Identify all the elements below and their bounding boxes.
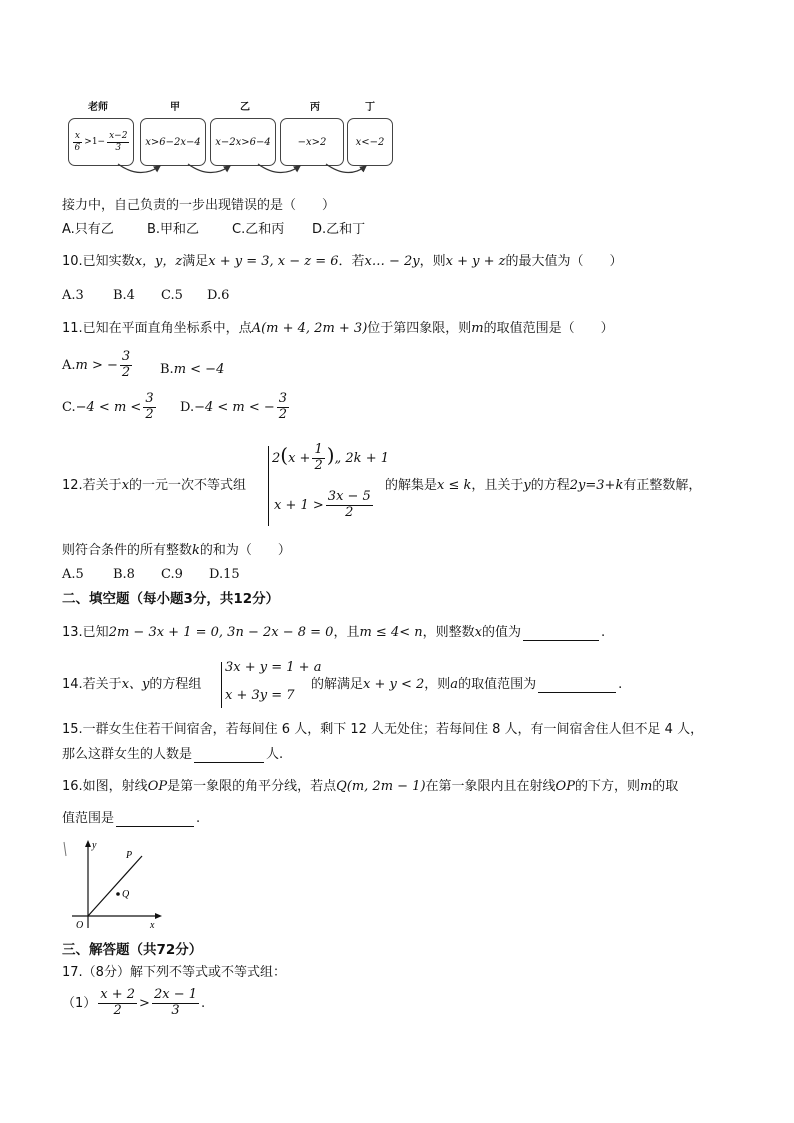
- q14-stem-prefix: 14.若关于x、y的方程组: [62, 677, 202, 692]
- label-x: x: [150, 920, 155, 931]
- label-p: P: [126, 850, 133, 861]
- q10-option-c: C.5: [161, 288, 183, 303]
- q11-option-c: C.−4 < m < $\frac{3}{2}$: [62, 391, 154, 422]
- label-o: O: [76, 920, 84, 931]
- relay-name-jia: 甲: [170, 102, 180, 113]
- q9-option-c: C.乙和丙: [232, 222, 285, 237]
- q16-answer-blank[interactable]: [116, 825, 194, 827]
- q10-stem: 10.已知实数x，y，z满足x + y = 3, x − z = 6．若x… − 2y，则x + y + z的最大值为（ ）: [62, 254, 623, 269]
- relay-arrow-2: [188, 164, 230, 173]
- relay-name-yi: 乙: [240, 102, 250, 113]
- relay-name-bing: 丙: [310, 102, 320, 113]
- relay-arrow-4: [326, 164, 366, 173]
- q12-system-brace: [268, 446, 269, 526]
- q12-stem-prefix: 12.若关于x的一元一次不等式组: [62, 478, 247, 493]
- q14-answer-blank[interactable]: [538, 691, 616, 693]
- q15-stem-line1: 15.一群女生住若干间宿舍，若每间住 6 人，剩下 12 人无处住；若每间住 8 人，有一间宿舍住人但不足 4 人，: [62, 722, 704, 737]
- relay-name-ding: 丁: [365, 102, 375, 113]
- y-axis-arrow: [85, 840, 91, 847]
- relay-arrow-1: [118, 164, 160, 173]
- q11-option-b: B.m < −4: [160, 362, 225, 377]
- x-axis-arrow: [155, 913, 162, 919]
- q12-inequality-1: 2(x + $\frac{1}{2}$ )„ 2k + 1: [272, 442, 389, 473]
- q17-stem: 17.（8分）解下列不等式或不等式组：: [62, 965, 286, 980]
- q11-stem: 11.已知在平面直角坐标系中，点A(m + 4, 2m + 3)位于第四象限，则m的取值范围是（ ）: [62, 321, 614, 336]
- relay-arrow-3: [258, 164, 300, 173]
- q9-option-a: A.只有乙: [62, 222, 114, 237]
- q12-inequality-2: x + 1 > $\frac{3x - 5}{2}$: [274, 489, 371, 520]
- relay-box-ding: x<−2: [347, 118, 393, 166]
- q9-option-d: D.乙和丁: [312, 222, 366, 237]
- q12-stem-line2: 则符合条件的所有整数k的和为（ ）: [62, 543, 291, 558]
- relay-figure: [60, 98, 400, 180]
- relay-box-yi: x−2x>6−4: [210, 118, 276, 166]
- q12-option-d: D.15: [209, 567, 240, 582]
- q14-equation-2: x + 3y = 7: [225, 688, 295, 703]
- q12-option-a: A.5: [62, 567, 84, 582]
- section-3-heading: 三、解答题（共72分）: [62, 942, 203, 958]
- q11-option-d: D.−4 < m < − $\frac{3}{2}$: [180, 391, 288, 422]
- point-q: [116, 892, 120, 896]
- section-2-heading: 二、填空题（每小题3分，共12分）: [62, 591, 280, 607]
- ray-op: [88, 856, 142, 916]
- q15-answer-blank[interactable]: [194, 761, 264, 763]
- label-q: Q: [122, 889, 130, 900]
- q12-option-b: B.8: [113, 567, 135, 582]
- q9-option-b: B.甲和乙: [147, 222, 200, 237]
- q14-stem-suffix: 的解满足x + y < 2，则a的取值范围为 .: [311, 677, 623, 692]
- q16-figure: [62, 836, 172, 936]
- q14-system-brace: [221, 662, 222, 708]
- q10-option-b: B.4: [113, 288, 135, 303]
- q15-stem-line2: 那么这群女生的人数是 人.: [62, 747, 284, 762]
- relay-arrows: [60, 98, 400, 180]
- q17-part1: （1） $\frac{x + 2}{2}$ > $\frac{2x - 1}{3}$ .: [62, 987, 206, 1018]
- q12-stem-suffix: 的解集是x ≤ k，且关于y的方程2y=3+k有正整数解，: [385, 478, 702, 493]
- q11-option-a: A.m > − $\frac{3}{2}$: [62, 349, 131, 380]
- q14-equation-1: 3x + y = 1 + a: [225, 660, 322, 675]
- q13-stem: 13.已知2m − 3x + 1 = 0, 3n − 2x − 8 = 0，且m ≤ 4< n，则整数x的值为 .: [62, 625, 606, 640]
- q10-option-d: D.6: [207, 288, 230, 303]
- q16-stem-line1: 16.如图，射线OP是第一象限的角平分线，若点Q(m, 2m − 1)在第一象限内且在射线OP的下方，则m的取: [62, 779, 679, 794]
- q16-stem-line2: 值范围是 .: [62, 811, 201, 826]
- q12-option-c: C.9: [161, 567, 183, 582]
- relay-box-bing: −x>2: [280, 118, 344, 166]
- q9-stem: 接力中，自己负责的一步出现错误的是（ ）: [62, 198, 336, 213]
- q13-answer-blank[interactable]: [523, 639, 599, 641]
- scan-mark: [64, 842, 66, 856]
- relay-box-teacher: $\frac{x}{6}$ >1− $\frac{x-2}{3}$: [68, 118, 134, 166]
- q10-option-a: A.3: [62, 288, 84, 303]
- label-y: y: [92, 840, 97, 851]
- relay-name-teacher: 老师: [88, 102, 108, 113]
- relay-box-jia: x>6−2x−4: [140, 118, 206, 166]
